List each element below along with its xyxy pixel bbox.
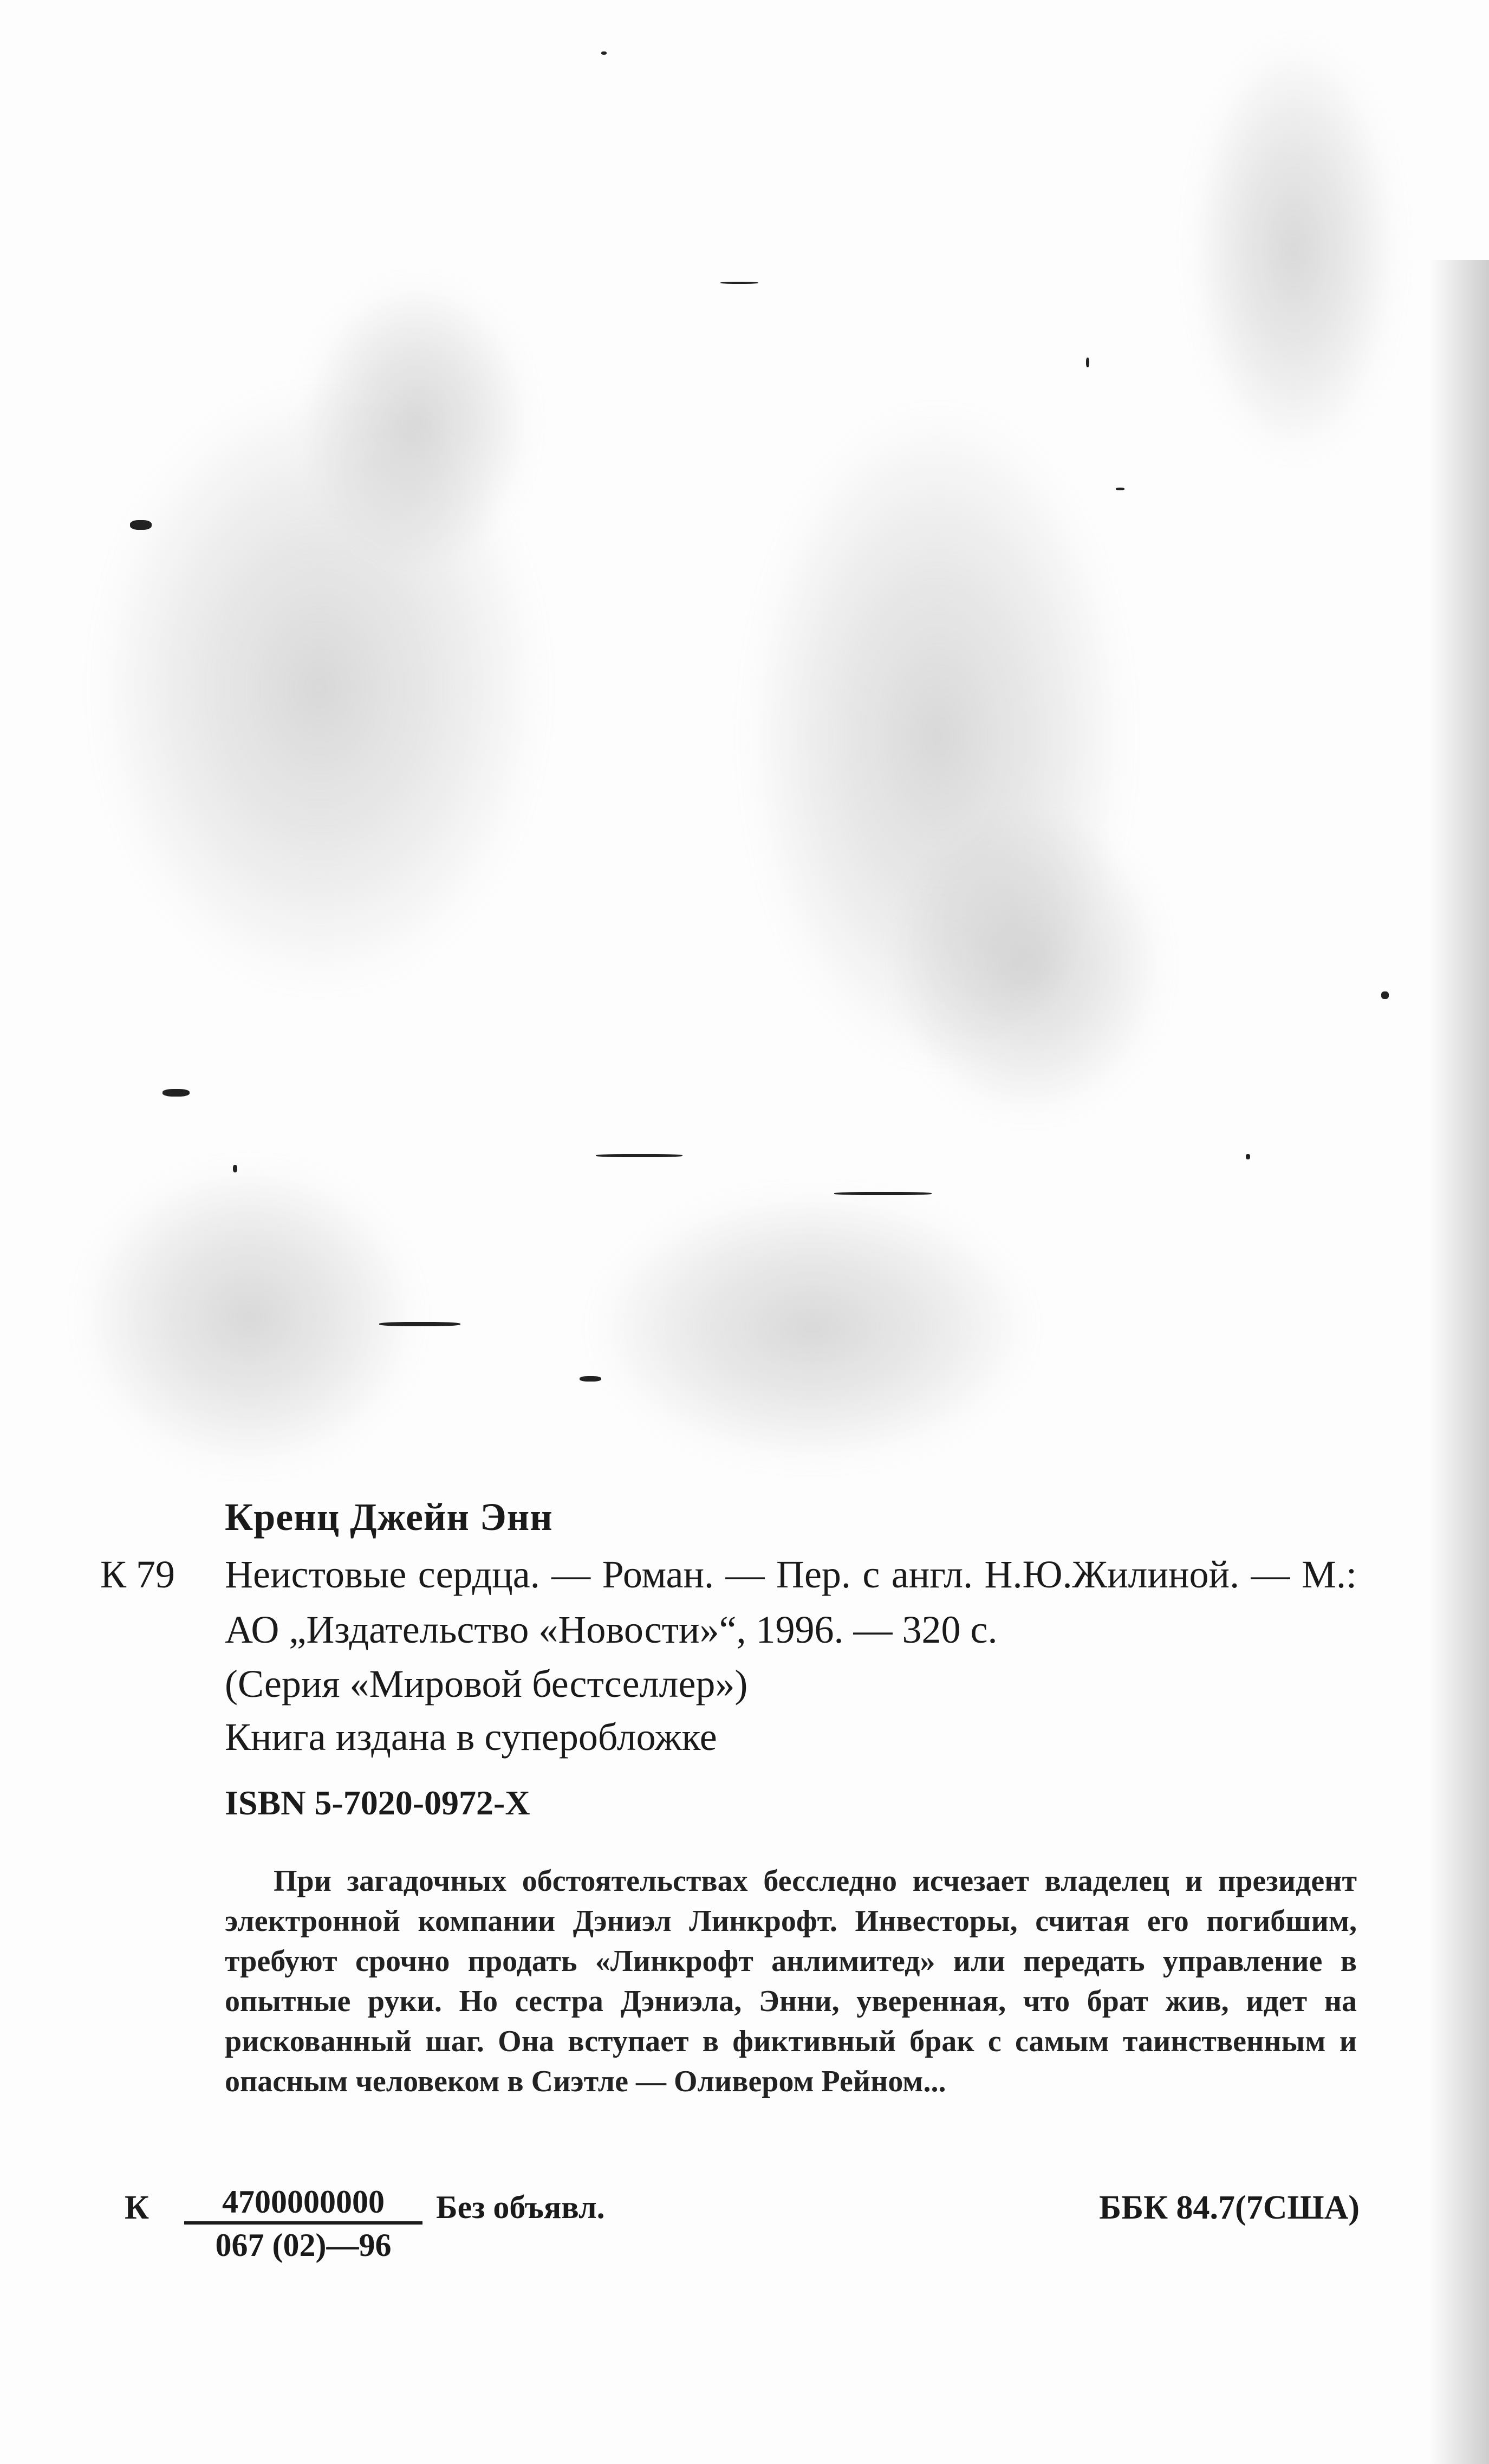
speck xyxy=(379,1322,460,1326)
annotation-paragraph: При загадочных обстоятельствах бесследно исчезает владелец и президент электронной компании Дэниэл Линкрофт. Инвесторы, считая его погибшим, требуют срочно продать «Линкрофт анлимитед» или передать управление в опытные руки. Но сестра Дэниэла, Энни, уверенная, что брат жив, идет на рискованный шаг. Она вступает в фиктивный брак с самым таинственным и опасным человеком в Сиэтле — Оливером Рейном... xyxy=(225,1864,1357,2098)
speck xyxy=(1086,358,1089,367)
bibliographic-description: Неистовые сердца. — Роман. — Пер. с англ. Н.Ю.Жилиной. — М.: АО „Издательство «Новости»“, 1996. — 320 с. xyxy=(225,1553,1357,1651)
no-announcement-note: Без объявл. xyxy=(436,2189,605,2225)
speck xyxy=(580,1376,601,1382)
publication-code-denominator: 067 (02)—96 xyxy=(215,2227,392,2263)
bleed-through-smudge xyxy=(303,282,531,563)
speck xyxy=(130,520,152,530)
speck xyxy=(233,1165,237,1172)
speck xyxy=(162,1089,190,1097)
bleed-through-smudge xyxy=(596,1192,1029,1463)
bbk-classification: ББК 84.7(7США) xyxy=(1099,2189,1360,2226)
bibliographic-record xyxy=(100,1547,1357,1827)
speck xyxy=(1246,1154,1250,1159)
speck xyxy=(601,51,607,55)
bleed-through-smudge xyxy=(1192,43,1397,455)
catalog-entry xyxy=(100,1493,1357,1827)
isbn: ISBN 5-7020-0972-X xyxy=(225,1784,530,1822)
speck xyxy=(596,1154,682,1157)
author-name: Кренц Джейн Энн xyxy=(225,1495,553,1539)
speck xyxy=(834,1192,932,1195)
bleed-through-smudge xyxy=(81,1165,417,1468)
publication-code-fraction xyxy=(184,2183,422,2266)
author-sign: К 79 xyxy=(100,1553,175,1596)
speck xyxy=(1381,991,1389,999)
bleed-through-smudge xyxy=(894,813,1165,1116)
series-note: (Серия «Мировой бестселлер») xyxy=(225,1662,748,1706)
classification-footer xyxy=(125,2183,1360,2275)
speck xyxy=(1116,488,1124,490)
page-edge-shadow xyxy=(1429,260,1489,2464)
cover-note: Книга издана в суперобложке xyxy=(225,1715,717,1759)
speck xyxy=(720,282,758,284)
publication-code-numerator: 4700000000 xyxy=(184,2183,422,2225)
footer-k-letter: К xyxy=(125,2189,149,2226)
